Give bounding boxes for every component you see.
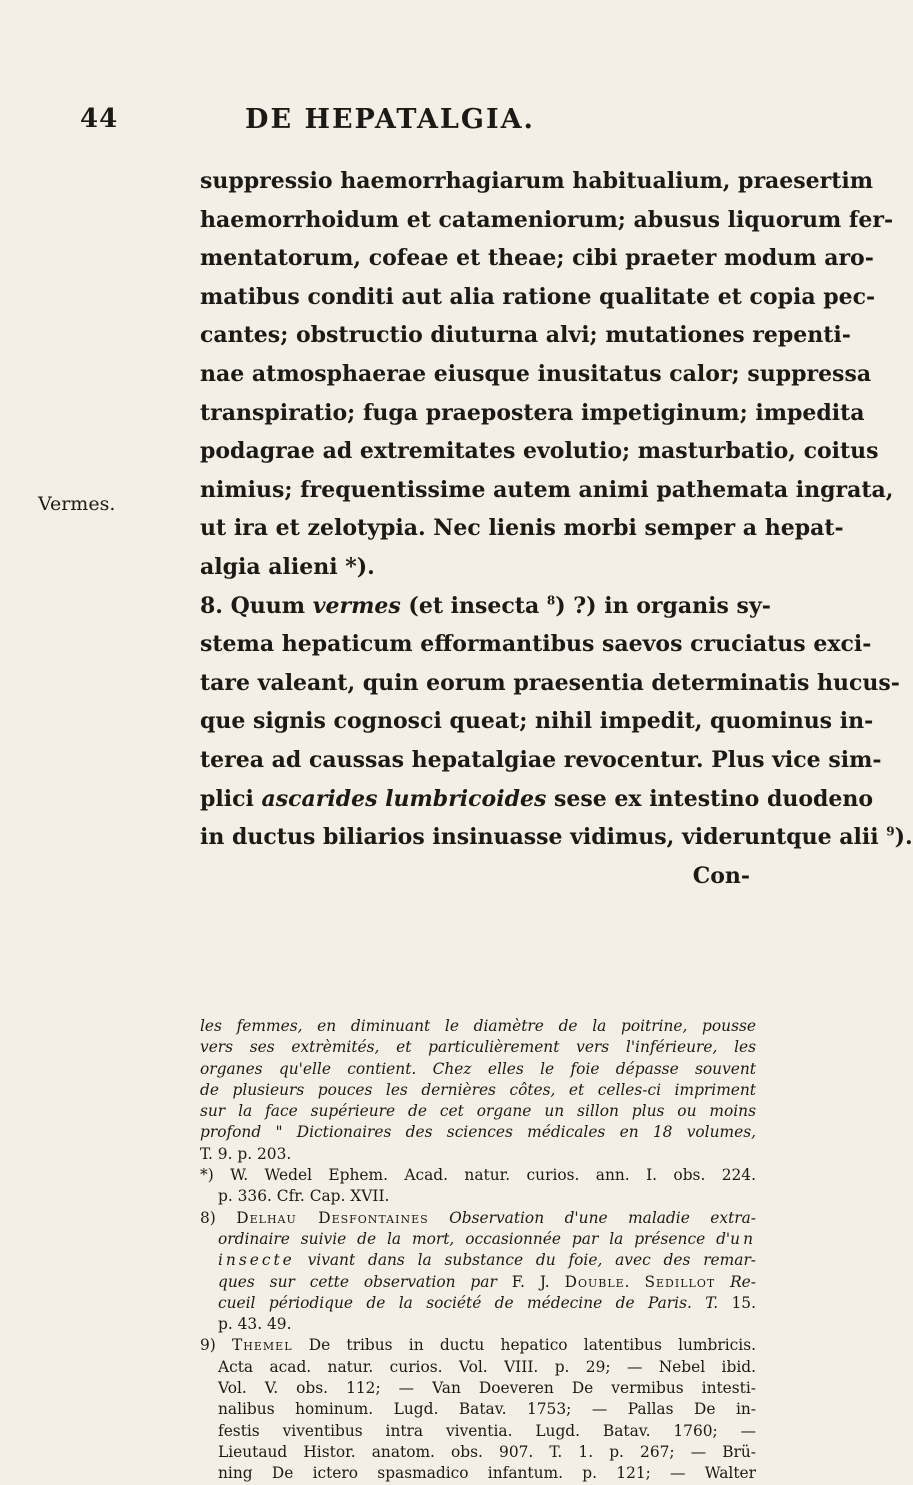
footnote-line	[200, 1272, 756, 1293]
footnote-line: sur la face supérieure de cet organe un sillon plus ou moins	[200, 1102, 756, 1121]
footnote-line	[200, 1250, 756, 1271]
text-line: mentatorum, cofeae et theae; cibi praeter modum aro-	[200, 245, 874, 272]
text-run: ).	[894, 824, 913, 851]
footnote-line: ning De ictero spasmadico infantum. p. 121; — Walter	[218, 1464, 756, 1483]
text-line: que signis cognosci queat; nihil impedit, quominus in-	[200, 708, 874, 735]
page-header	[80, 104, 700, 144]
footnote-ref: 9	[886, 824, 895, 839]
footnote-line	[200, 1229, 756, 1250]
footnote-line: T. 9. p. 203.	[200, 1144, 292, 1163]
footnote-line: nalibus hominum. Lugd. Batav. 1753; — Pallas De in-	[218, 1400, 756, 1419]
text-run: sese ex intestino duodeno	[546, 785, 874, 812]
text-line: matibus conditi aut alia ratione qualitate et copia pec-	[200, 283, 876, 310]
text-line: nimius; frequentissime autem animi pathemata ingrata,	[200, 476, 894, 503]
text-line: terea ad caussas hepatalgiae revocentur. Plus vice sim-	[200, 746, 882, 773]
footnote-line: vers ses extrèmités, et particulièrement vers l'inférieure, les	[200, 1038, 756, 1057]
text-run: F. J.	[496, 1272, 565, 1291]
text-line	[200, 780, 874, 819]
main-text	[200, 162, 913, 895]
footnote-line: organes qu'elle contient. Chez elles le foie dépasse souvent	[200, 1059, 756, 1078]
text-run: plici	[200, 785, 262, 812]
footnote-line	[200, 1293, 756, 1314]
text-line: ut ira et zelotypia. Nec lienis morbi semper a hepat-	[200, 515, 844, 542]
footnotes	[200, 1016, 756, 1485]
italic-title: cueil périodique de la société de médecine de Paris. T.	[218, 1293, 719, 1312]
text-line	[200, 587, 771, 626]
footnote-line: p. 43. 49.	[218, 1315, 292, 1334]
italic-term: ascarides lumbricoides	[261, 785, 547, 812]
text-run: De tribus in ductu hepatico latentibus lumbricis.	[292, 1336, 756, 1355]
author-name: Delhau Desfontaines	[236, 1208, 429, 1227]
text-line: podagrae ad extremitates evolutio; masturbatio, coitus	[200, 438, 879, 465]
footnote-ref: 8	[546, 593, 556, 608]
text-line: cantes; obstructio diuturna alvi; mutationes repenti-	[200, 322, 851, 349]
text-line: nae atmosphaerae eiusque inusitatus calor; suppressa	[200, 360, 872, 387]
text-line: suppressio haemorrhagiarum habitualium, praesertim	[200, 168, 874, 194]
text-line	[200, 818, 913, 857]
author-name: Double	[564, 1272, 625, 1291]
italic-spaced: un	[730, 1229, 756, 1248]
margin-note: Vermes.	[38, 493, 116, 515]
text-line: stema hepaticum efformantibus saevos cruciatus exci-	[200, 631, 872, 658]
text-run: .	[624, 1272, 645, 1291]
text-run: 8)	[200, 1208, 237, 1227]
text-run: in ductus biliarios insinuasse vidimus, videruntque alii	[200, 824, 887, 851]
footnote-line: de plusieurs pouces les dernières côtes, et celles-ci impriment	[200, 1080, 756, 1099]
page-number: 44	[80, 104, 119, 134]
footnote-line: festis viventibus intra viventia. Lugd. Batav. 1760; —	[218, 1421, 756, 1440]
footnote-line	[200, 1335, 756, 1356]
footnote-line: p. 336. Cfr. Cap. XVII.	[218, 1187, 390, 1206]
footnote-line: *) W. Wedel Ephem. Acad. natur. curios. ann. I. obs. 224.	[200, 1166, 756, 1185]
footnote-line: les femmes, en diminuant le diamètre de la poitrine, pousse	[200, 1017, 756, 1035]
footnote-line: Lieutaud Histor. anatom. obs. 907. T. 1. p. 267; — Brü-	[218, 1442, 756, 1461]
footnote-line	[200, 1208, 756, 1229]
text-run: ) ?) in organis sy-	[555, 592, 771, 619]
italic-title: vivant dans la substance du foie, avec des remar-	[294, 1251, 756, 1270]
text-line: tare valeant, quin eorum praesentia determinatis hucus-	[200, 669, 900, 696]
italic-title: Re-	[715, 1272, 756, 1291]
italic-title: Observation d'une maladie extra-	[428, 1208, 756, 1227]
text-run: 9)	[200, 1336, 233, 1355]
footnote-line: Vol. V. obs. 112; — Van Doeveren De vermibus intesti-	[218, 1379, 756, 1398]
italic-title: ques sur cette observation par	[218, 1272, 497, 1291]
italic-title: ordinaire suivie de la mort, occasionnée par la présence d'	[218, 1229, 731, 1248]
catchword: Con-	[692, 862, 750, 889]
text-run: (et insecta	[400, 592, 547, 619]
italic-spaced: insecte	[218, 1251, 295, 1270]
author-name: Sedillot	[644, 1272, 716, 1291]
italic-term: vermes	[312, 592, 401, 619]
text-line: transpiratio; fuga praepostera impetiginum; impedita	[200, 399, 865, 426]
text-run: 15.	[718, 1293, 756, 1312]
text-line: haemorrhoidum et catameniorum; abusus liquorum fer-	[200, 206, 894, 233]
text-line: algia alieni *).	[200, 553, 375, 580]
running-head: DE HEPATALGIA.	[245, 104, 535, 135]
text-run: 8. Quum	[200, 592, 313, 619]
footnote-line: profond " Dictionaires des sciences médicales en 18 volumes,	[200, 1123, 756, 1142]
author-name: Themel	[232, 1336, 293, 1355]
footnote-line: Acta acad. natur. curios. Vol. VIII. p. 29; — Nebel ibid.	[218, 1357, 756, 1376]
